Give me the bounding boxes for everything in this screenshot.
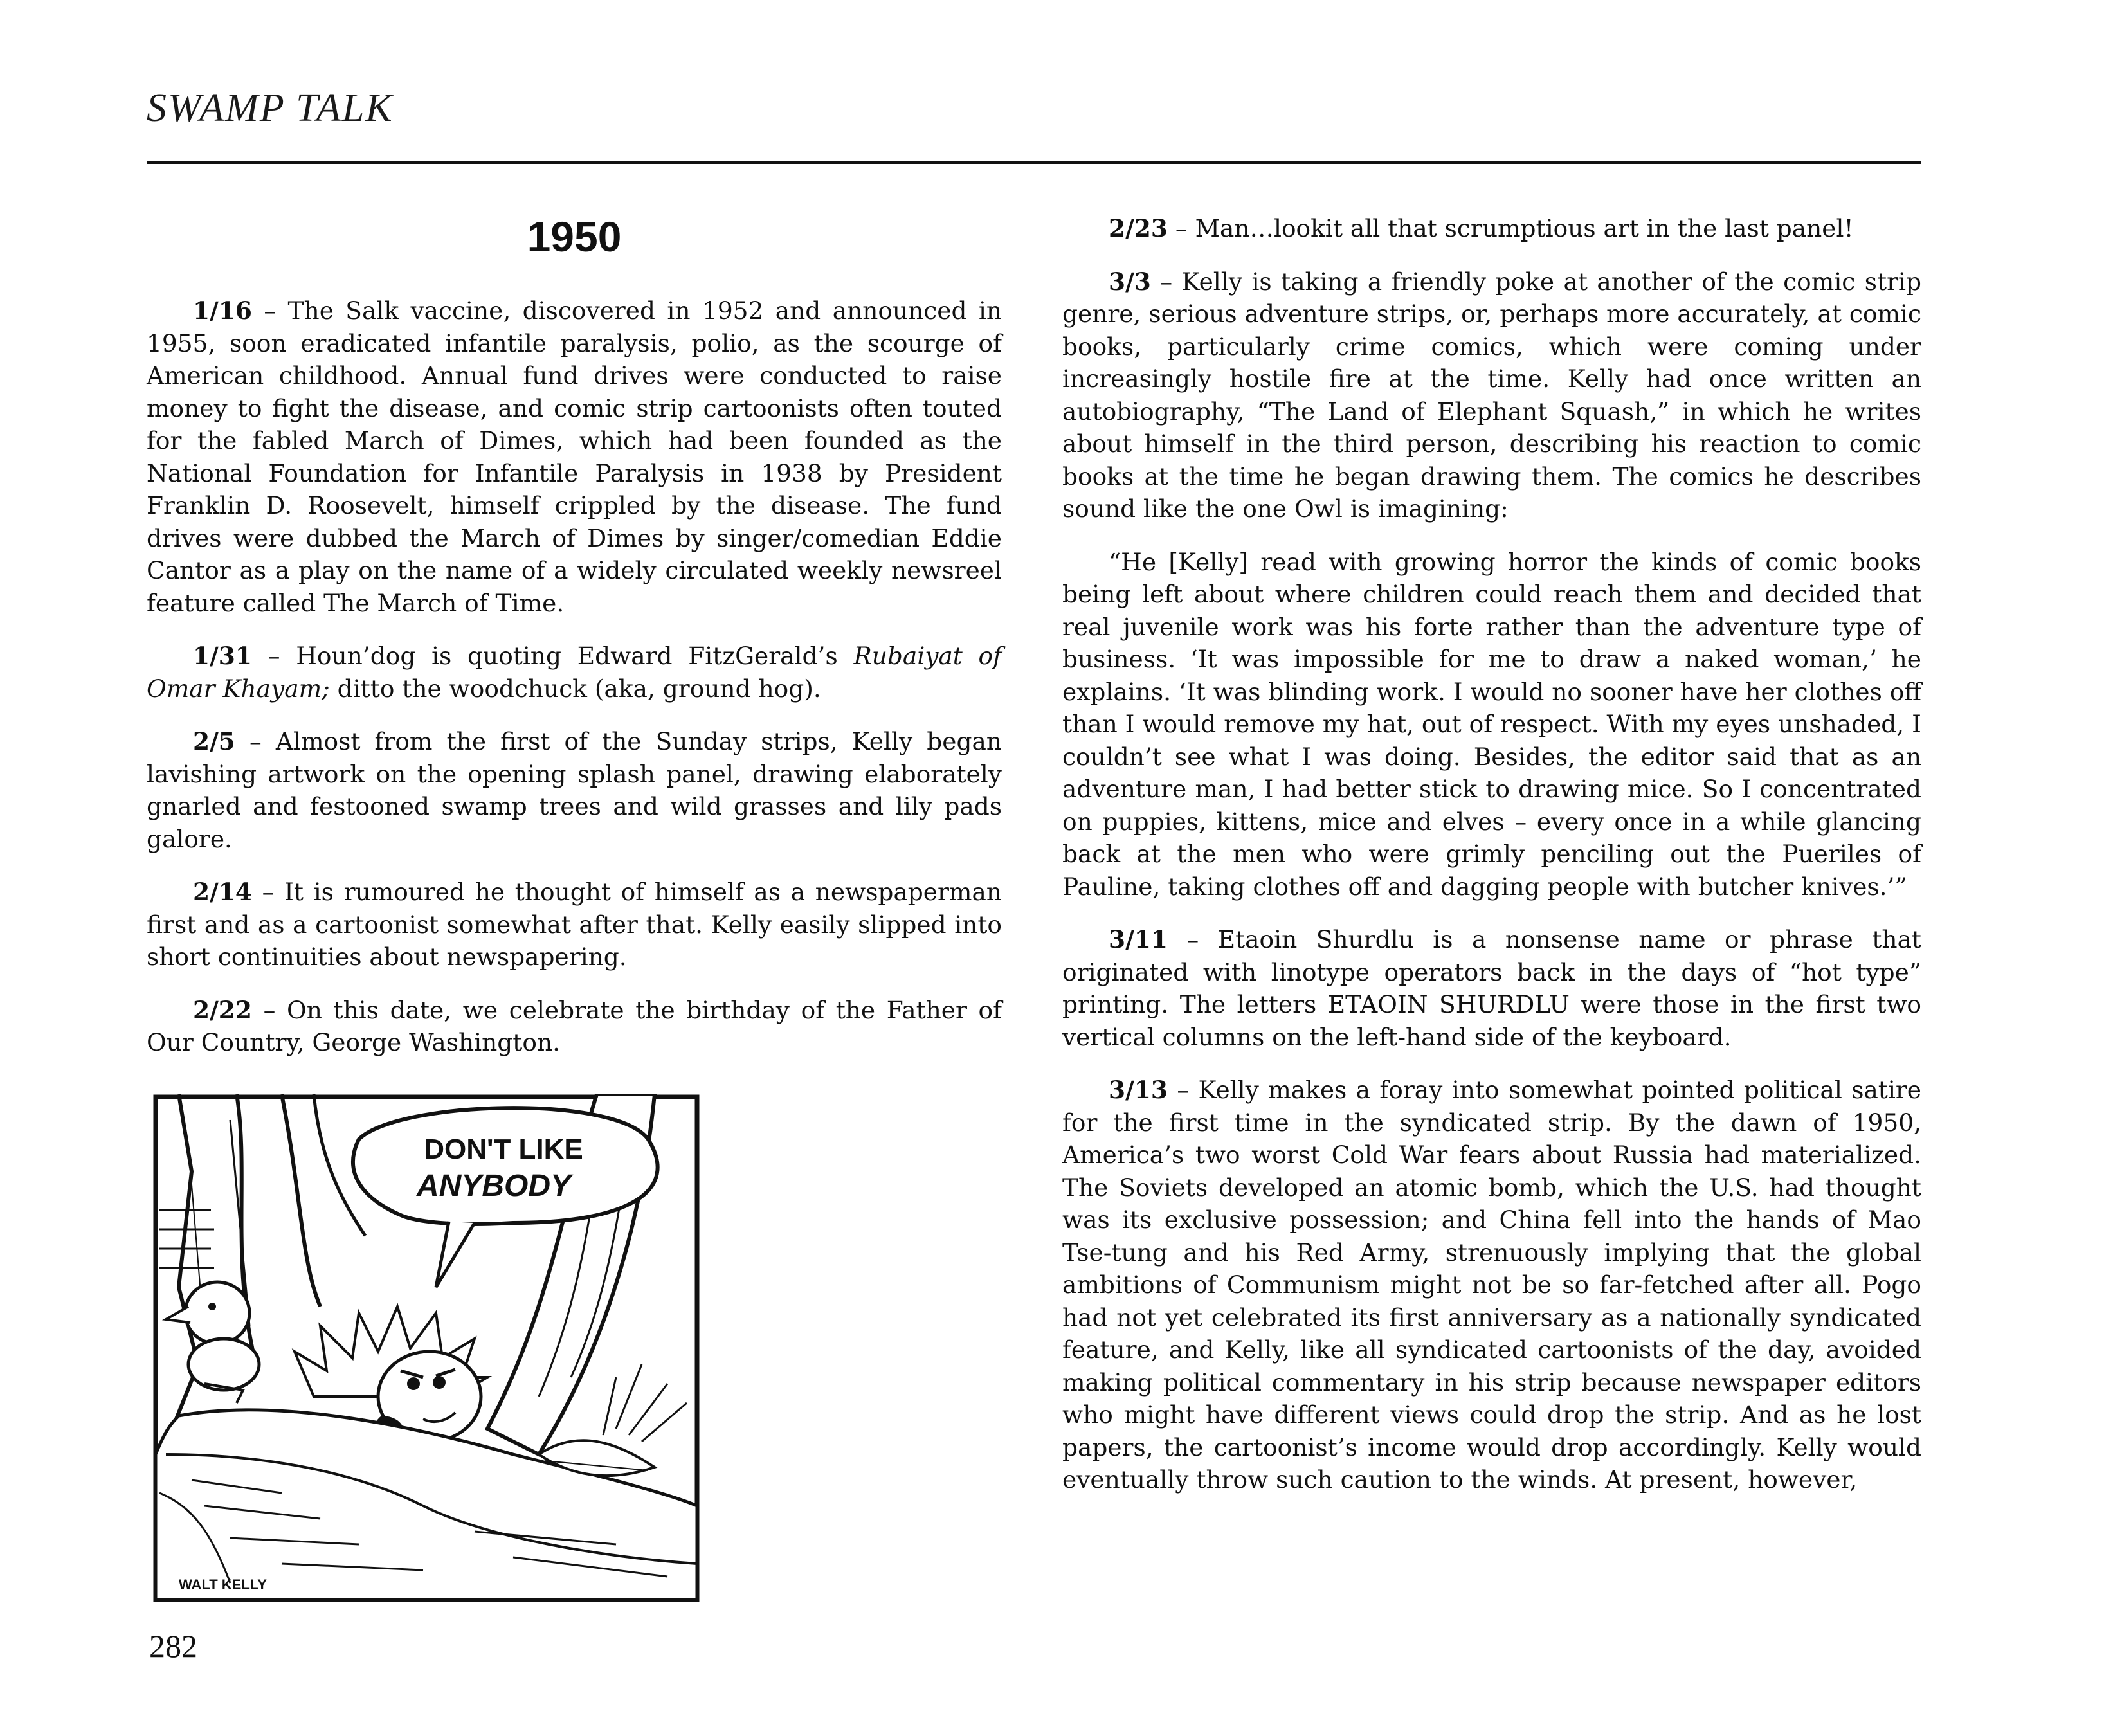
entry-text: Almost from the first of the Sunday strips, Kelly began lavishing artwork on the opening splash panel, drawing elaborately gnarled and festooned swamp trees and wild grasses and lily pads galore. bbox=[147, 727, 1002, 853]
entry-sep: – bbox=[1167, 214, 1195, 242]
entry-date: 2/5 bbox=[193, 727, 235, 755]
comic-illustration bbox=[153, 1094, 700, 1602]
entry-sep: – bbox=[235, 727, 276, 755]
entry-text: The Salk vaccine, discovered in 1952 and announced in 1955, soon eradicated infantile paralysis, polio, as the scourge of American childhood. Annual fund drives were conducted to raise money to fight the disease, and comic strip cartoonists often touted for the fabled March of Dimes, which had been founded as the National Foundation for Infantile Paralysis in 1938 by President Franklin D. Roosevelt, himself crippled by the disease. The fund drives were dubbed the March of Dimes by singer/comedian Eddie Cantor as a play on the name of a widely circulated weekly newsreel feature called The March of Time. bbox=[147, 296, 1002, 617]
artist-signature: WALT KELLY bbox=[179, 1577, 267, 1593]
entry-date: 3/3 bbox=[1109, 267, 1151, 296]
running-head: SWAMP TALK bbox=[147, 86, 394, 130]
entry-date: 3/11 bbox=[1109, 925, 1168, 954]
block-quote: “He [Kelly] read with growing horror the kinds of comic books being left about where children could reach them and decided that real juvenile work was his forte rather than the adventure type of business. ‘It was impossible for me to draw a naked woman,’ he explains. ‘It was blinding work. I would no sooner have her clothes off than I would remove my hat, out of respect. With my eyes unshaded, I couldn’t see what I was doing. Besides, the editor said that as an adventure man, I had better stick to drawing mice. So I concentrated on puppies, kittens, mice and elves – every once in a while glancing back at the men who were grimly penciling out the Pueriles of Pauline, taking clothes off and dagging people with butcher knives.’” bbox=[1062, 547, 1921, 901]
entry-date: 2/14 bbox=[193, 878, 252, 906]
year-heading: 1950 bbox=[527, 213, 622, 260]
entry-sep: – bbox=[1167, 925, 1218, 954]
entry-text: Kelly is taking a friendly poke at another of the comic strip genre, serious adventure strips, or, perhaps more accurately, at comic books, particularly crime comics, which were coming under increasingly hostile fire at the time. Kelly had once written an autobiography, “The Land of Elephant Squash,” in which he writes about himself in the third person, describing his reaction to comic books at the time he began drawing them. The comics he describes sound like the one Owl is imagining: bbox=[1062, 267, 1921, 523]
entry-2-23 bbox=[1062, 212, 1921, 245]
entry-2-14 bbox=[147, 876, 1002, 973]
entry-text: Etaoin Shurdlu is a nonsense name or phrase that originated with linotype operators back in the days of “hot type” printing. The letters ETAOIN SHURDLU were those in the first two vertical columns on the left-hand side of the keyboard. bbox=[1062, 925, 1921, 1051]
comic-panel bbox=[153, 1094, 700, 1602]
entry-1-31 bbox=[147, 640, 1002, 705]
right-column bbox=[1062, 212, 1921, 1517]
entry-text: Kelly makes a foray into somewhat pointed political satire for the first time in the syndicated strip. By the dawn of 1950, America’s two worst Cold War fears about Russia had materialized. The Soviets developed an atomic bomb, which the U.S. had thought was its exclusive possession; and China fell into the hands of Mao Tse-tung and his Red Army, strenuously implying that the global ambitions of Communism might not be so far-fetched after all. Pogo had not yet celebrated its first anniversary as a nationally syndicated feature, and Kelly, like all syndicated cartoonists of the day, avoided making political commentary in his strip because newspaper editors who might have different views could drop the strip. And as he lost papers, the cartoonist’s income would drop accordingly. Kelly would eventually throw such caution to the winds. At present, however, bbox=[1062, 1076, 1921, 1494]
entry-text: Houn’dog is quoting Edward FitzGerald’s bbox=[296, 642, 854, 670]
entry-sep: – bbox=[251, 878, 285, 906]
entry-3-11 bbox=[1062, 923, 1921, 1053]
entry-sep: – bbox=[1167, 1076, 1199, 1104]
entry-date: 2/22 bbox=[193, 995, 252, 1024]
entry-sep: – bbox=[251, 296, 288, 325]
entry-sep: – bbox=[251, 995, 287, 1024]
page-header bbox=[147, 82, 1921, 134]
entry-2-5 bbox=[147, 725, 1002, 855]
entry-text: Man…lookit all that scrumptious art in the last panel! bbox=[1195, 214, 1854, 242]
entry-2-22 bbox=[147, 994, 1002, 1059]
entry-3-13 bbox=[1062, 1074, 1921, 1496]
header-rule bbox=[147, 161, 1921, 164]
entry-sep: – bbox=[1150, 267, 1182, 296]
entry-sep: – bbox=[251, 642, 296, 670]
entry-date: 1/16 bbox=[193, 296, 252, 325]
entry-date: 2/23 bbox=[1109, 214, 1168, 242]
entry-text: On this date, we celebrate the birthday of the Father of Our Country, George Washington. bbox=[147, 995, 1002, 1056]
entry-italic-title: Rubaiyat of Omar Khayam; bbox=[147, 642, 1002, 703]
page-number: 282 bbox=[149, 1628, 197, 1664]
entry-text: It is rumoured he thought of himself as a newspaperman first and as a cartoonist somewhat after that. Kelly easily slipped into short continuities about newspapering. bbox=[147, 878, 1002, 971]
left-column bbox=[147, 206, 1002, 1080]
entry-text-after: ditto the woodchuck (aka, ground hog). bbox=[329, 674, 821, 703]
balloon-text-line1: DON'T LIKE bbox=[424, 1134, 583, 1165]
entry-date: 3/13 bbox=[1109, 1076, 1168, 1104]
entry-3-3 bbox=[1062, 266, 1921, 525]
entry-1-16 bbox=[147, 294, 1002, 619]
balloon-text-line2: ANYBODY bbox=[416, 1169, 572, 1203]
entry-date: 1/31 bbox=[193, 642, 252, 670]
